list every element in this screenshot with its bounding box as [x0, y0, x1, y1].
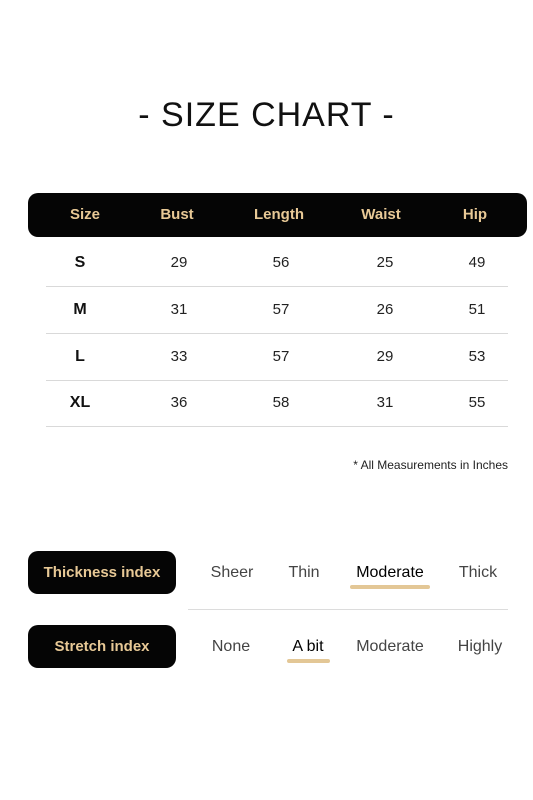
table-header: [28, 193, 527, 237]
thickness-option-sheer: Sheer: [210, 564, 254, 581]
stretch-option-a-bit: A bit: [292, 638, 324, 655]
cell-length: 56: [272, 254, 290, 271]
cell-bust: 31: [170, 301, 188, 318]
table-row: [46, 240, 508, 287]
cell-bust: 29: [170, 254, 188, 271]
thickness-option-thin: Thin: [288, 564, 320, 581]
cell-size: S: [74, 254, 86, 271]
cell-size: XL: [69, 394, 91, 411]
table-row: [46, 334, 508, 381]
stretch-option-highly: Highly: [457, 638, 503, 655]
header-length: Length: [254, 206, 304, 223]
divider: [188, 609, 508, 610]
thickness-index-label: Thickness index: [28, 551, 176, 594]
page-title: - SIZE CHART -: [138, 96, 395, 134]
cell-waist: 29: [376, 348, 394, 365]
header-waist: Waist: [361, 206, 401, 223]
header-bust: Bust: [160, 206, 194, 223]
cell-hip: 53: [468, 348, 486, 365]
cell-size: M: [73, 301, 87, 318]
cell-hip: 51: [468, 301, 486, 318]
stretch-index-label: Stretch index: [28, 625, 176, 668]
stretch-option-none: None: [211, 638, 251, 655]
header-size: Size: [69, 206, 100, 223]
cell-waist: 25: [376, 254, 394, 271]
table-row: [46, 380, 508, 427]
stretch-option-moderate: Moderate: [356, 638, 424, 655]
cell-length: 57: [272, 348, 290, 365]
cell-waist: 26: [376, 301, 394, 318]
thickness-option-moderate: Moderate: [356, 564, 424, 581]
thickness-option-thick: Thick: [458, 564, 498, 581]
header-hip: Hip: [462, 206, 488, 223]
cell-length: 58: [272, 394, 290, 411]
cell-bust: 33: [170, 348, 188, 365]
stretch-selected-underline: [287, 659, 330, 663]
cell-bust: 36: [170, 394, 188, 411]
cell-hip: 55: [468, 394, 486, 411]
measurement-note: * All Measurements in Inches: [353, 458, 508, 472]
cell-waist: 31: [376, 394, 394, 411]
table-row: [46, 287, 508, 334]
cell-size: L: [75, 348, 85, 365]
cell-hip: 49: [468, 254, 486, 271]
cell-length: 57: [272, 301, 290, 318]
thickness-selected-underline: [350, 585, 430, 589]
